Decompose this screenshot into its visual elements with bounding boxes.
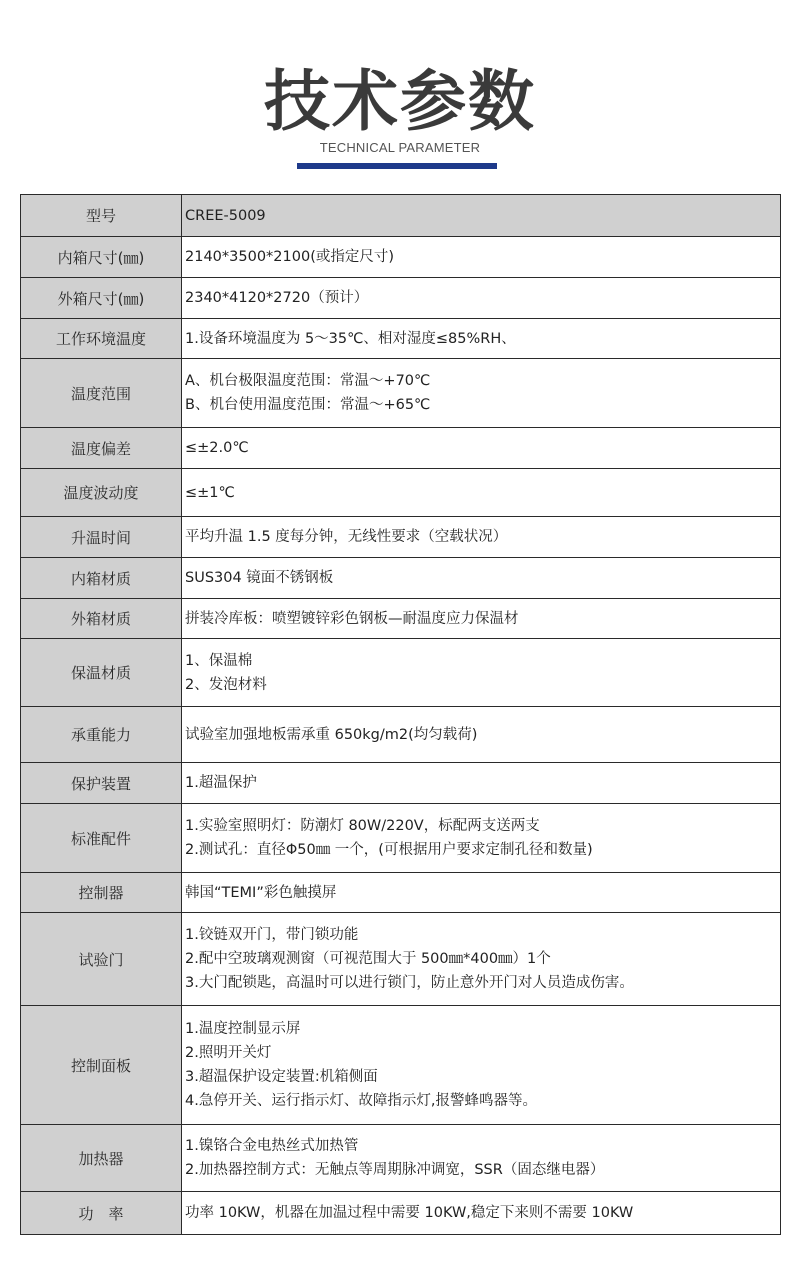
spec-value [182,1125,781,1192]
spec-value-line: 2340*4120*2720（预计） [185,290,369,306]
spec-value [182,517,781,558]
spec-row [21,873,781,913]
spec-value [182,195,781,237]
spec-label: 功 率 [21,1192,182,1235]
spec-label: 内箱尺寸(㎜) [21,237,182,278]
spec-value [182,707,781,763]
page-header [0,0,800,180]
spec-value-line: 4.急停开关、运行指示灯、故障指示灯,报警蜂鸣器等。 [185,1093,537,1109]
spec-value [182,1006,781,1125]
spec-row [21,517,781,558]
spec-value [182,1192,781,1235]
spec-row [21,469,781,517]
spec-row [21,1006,781,1125]
spec-value-line: 平均升温 1.5 度每分钟，无线性要求（空载状况） [185,529,508,545]
spec-row [21,707,781,763]
spec-value-line: ≤±1℃ [185,484,235,501]
title-underline [297,163,497,169]
spec-value-line: 3.超温保护设定装置:机箱侧面 [185,1069,378,1085]
spec-row [21,913,781,1006]
spec-label: 工作环境温度 [21,319,182,359]
spec-label: 升温时间 [21,517,182,558]
spec-value-line: 1.超温保护 [185,775,257,791]
spec-label: 加热器 [21,1125,182,1192]
spec-value-line: 2.测试孔：直径Φ50㎜ 一个，(可根据用户要求定制孔径和数量) [185,842,593,858]
spec-row [21,319,781,359]
spec-label: 保护装置 [21,763,182,804]
spec-row [21,1192,781,1235]
spec-value [182,359,781,428]
spec-label: 承重能力 [21,707,182,763]
spec-value-line: 1、保温棉 [185,652,253,669]
spec-value-line: ≤±2.0℃ [185,440,249,456]
spec-value-line: CREE-5009 [185,207,266,224]
spec-row [21,763,781,804]
spec-label: 标准配件 [21,804,182,873]
spec-row [21,237,781,278]
spec-row [21,359,781,428]
spec-value [182,278,781,319]
page-title: 技术参数 [264,63,536,140]
spec-row [21,558,781,599]
spec-label: 温度波动度 [21,469,182,517]
spec-value-line: 拼装冷库板：喷塑镀锌彩色钢板—耐温度应力保温材 [185,610,519,627]
spec-value-line: 3.大门配锁匙，高温时可以进行锁门，防止意外开门对人员造成伤害。 [185,975,634,991]
spec-value [182,319,781,359]
spec-label: 外箱尺寸(㎜) [21,278,182,319]
spec-value-line: 2140*3500*2100(或指定尺寸) [185,249,395,265]
spec-value-line: B、机台使用温度范围：常温～+65℃ [185,397,431,413]
spec-value [182,913,781,1006]
spec-value [182,804,781,873]
spec-value-line: 韩国“TEMI”彩色触摸屏 [185,884,337,901]
spec-value [182,558,781,599]
spec-label: 控制面板 [21,1006,182,1125]
spec-row [21,1125,781,1192]
spec-value [182,599,781,639]
spec-value [182,763,781,804]
spec-value-line: 1.温度控制显示屏 [185,1021,301,1037]
spec-label: 温度范围 [21,359,182,428]
page-subtitle: TECHNICAL PARAMETER [319,140,481,155]
spec-value-line: 1.实验室照明灯：防潮灯 80W/220V，标配两支送两支 [185,818,540,834]
spec-row [21,639,781,707]
spec-label: 保温材质 [21,639,182,707]
spec-table [20,194,781,1235]
spec-value [182,237,781,278]
spec-value-line: 1.设备环境温度为 5～35℃、相对湿度≤85%RH、 [185,330,516,347]
spec-row [21,428,781,469]
spec-value-line: 2.照明开关灯 [185,1045,272,1061]
spec-label: 温度偏差 [21,428,182,469]
spec-value [182,873,781,913]
spec-value-line: SUS304 镜面不锈钢板 [185,570,334,586]
spec-label: 型号 [21,195,182,237]
spec-value-line: 1.镍铬合金电热丝式加热管 [185,1138,359,1154]
spec-value-line: 功率 10KW，机器在加温过程中需要 10KW,稳定下来则不需要 10KW [185,1205,634,1221]
spec-value [182,428,781,469]
spec-value-line: 2.配中空玻璃观测窗（可视范围大于 500㎜*400㎜）1个 [185,951,551,967]
spec-row [21,599,781,639]
spec-value [182,639,781,707]
spec-value [182,469,781,517]
spec-value-line: 试验室加强地板需承重 650kg/m2(均匀载荷) [185,726,478,743]
spec-value-line: 2、发泡材料 [185,676,267,693]
spec-table-body [21,195,781,1235]
spec-value-line: 1.铰链双开门，带门锁功能 [185,927,359,943]
spec-row [21,804,781,873]
spec-label: 试验门 [21,913,182,1006]
spec-value-line: A、机台极限温度范围：常温～+70℃ [185,373,431,389]
spec-label: 控制器 [21,873,182,913]
spec-row [21,195,781,237]
spec-label: 外箱材质 [21,599,182,639]
spec-value-line: 2.加热器控制方式：无触点等周期脉冲调宽，SSR（固态继电器） [185,1162,605,1178]
spec-label: 内箱材质 [21,558,182,599]
spec-row [21,278,781,319]
